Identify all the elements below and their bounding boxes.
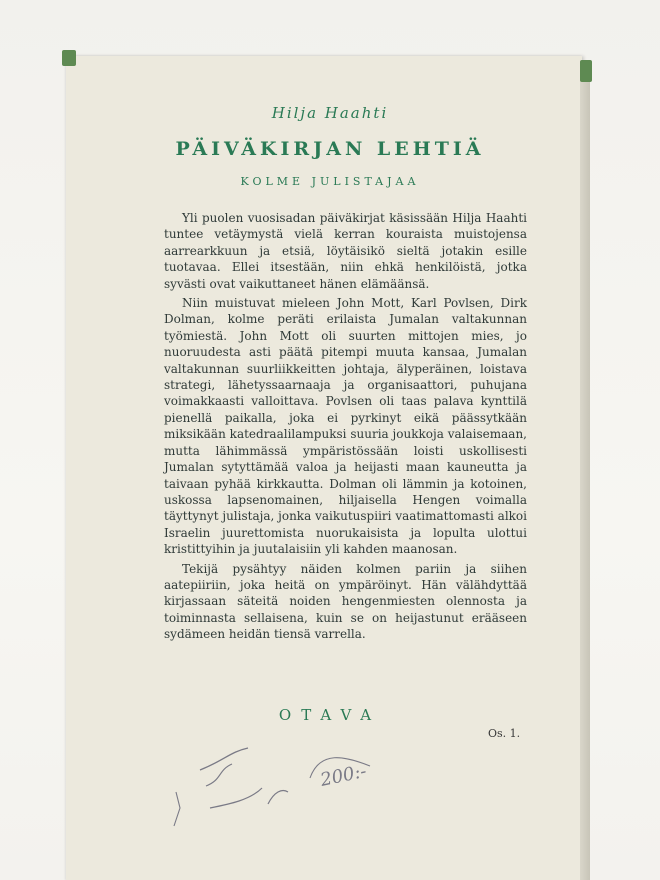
publisher-name: OTAVA xyxy=(278,706,382,724)
blurb-text xyxy=(164,210,527,646)
blurb-paragraph-3: Tekijä pysähtyy näiden kolmen pariin ja siihen aatepiiriin, joka heitä on ympäröinyt. Hän välähdyttää kirjassaan säteitä noiden hengenmiesten olennosta ja toiminnasta sellaisena, kuin se on heijastunut erääseen sydämeen heidän tiensä varrella. xyxy=(164,561,527,642)
cover-corner-left xyxy=(62,50,76,66)
book-title: PÄIVÄKIRJAN LEHTIÄ xyxy=(175,138,485,160)
cover-corner-right xyxy=(580,60,592,82)
blurb-paragraph-2: Niin muistuvat mieleen John Mott, Karl Povlsen, Dirk Dolman, kolme peräti erilaista Jumalan valtakunnan työmiestä. John Mott oli suurten mittojen mies, jo nuoruudesta asti päätä pitempi muuta kansaa, Jumalan valtakunnan suurliikkeitten johtaja, älyperäinen, loistava strategi, lähetyssaarnaaja ja organisaattori, puhujana voimakkaasti valloittava. Povlsen oli taas palava kynttilä pienellä paikalla, joka ei pyrkinyt eikä päässytkään miksikään katedraalilampuksi suuria joukkoja valaisemaan, mutta lähimmässä ympäristössään loisti uskollisesti Jumalan sytyttämää valoa ja heijasti maan kauneutta ja taivaan pyhää kirkkautta. Dolman oli lämmin ja kotoinen, uskossa lapsenomainen, hiljaisella Hengen voimalla täyttynyt julistaja, jonka vaikutuspiiri vaatimattomasti alkoi Israelin juurettomista nuorukaisista ja lopulta ulottui kristittyihin ja juutalaisiin yli kahden maanosan. xyxy=(164,296,527,557)
book-subtitle: KOLME JULISTAJAA xyxy=(240,175,420,188)
pencil-handwriting xyxy=(170,730,430,830)
price-note: 200:- xyxy=(318,760,369,791)
author-name: Hilja Haahti xyxy=(271,104,389,122)
edition-code: Os. 1. xyxy=(488,727,521,740)
blurb-paragraph-1: Yli puolen vuosisadan päiväkirjat käsissään Hilja Haahti tuntee vetäymystä vielä kerran kouraista muistojensa aarrearkkuun ja etsiä, löytäisikö sieltä jotakin esille tuotavaa. Ellei itsestään, niin ehkä henkilöistä, jotka syvästi ovat vaikuttaneet hänen elämäänsä. xyxy=(164,211,527,291)
